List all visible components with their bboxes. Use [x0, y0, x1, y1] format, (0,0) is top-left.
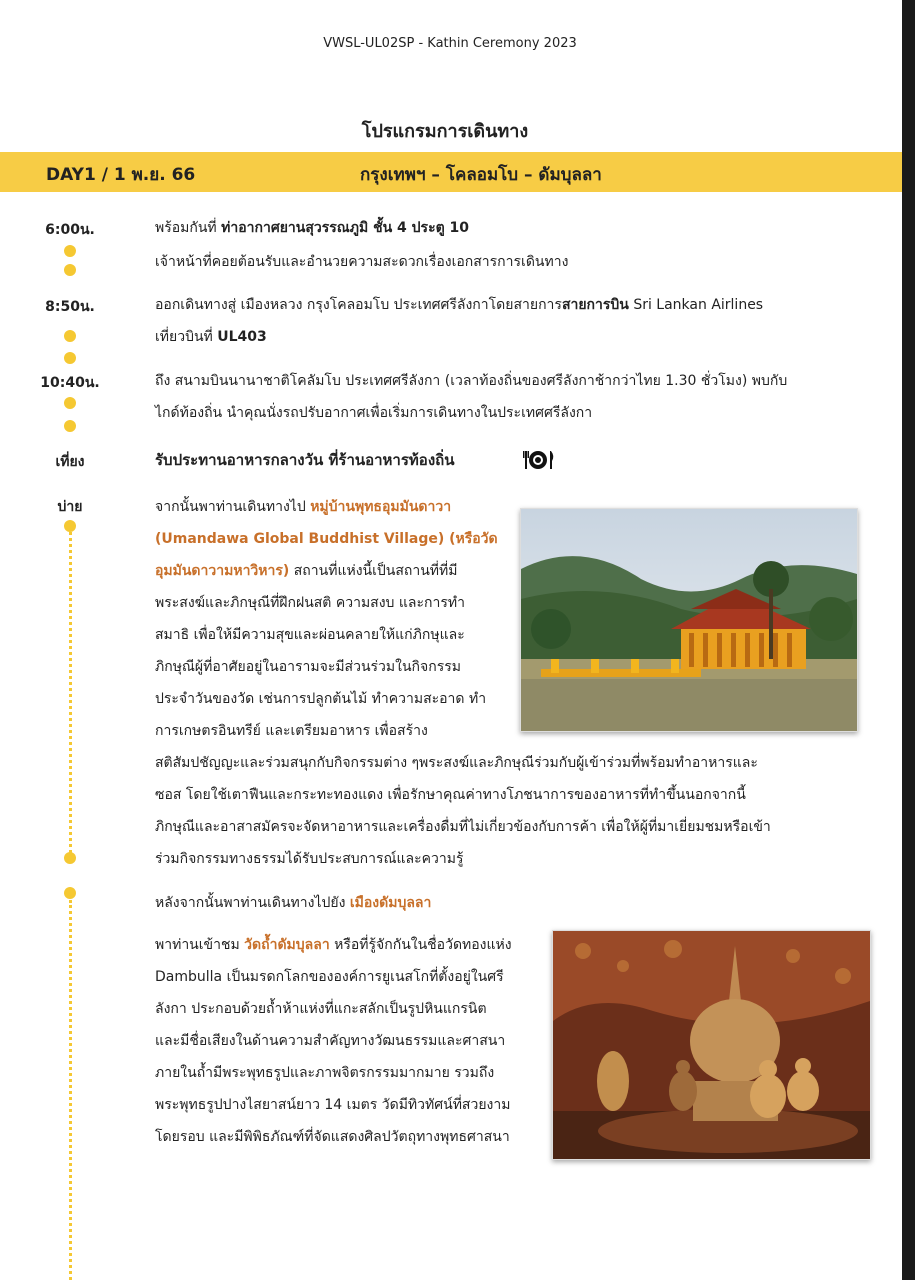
- time-label: 10:40น.: [40, 375, 100, 391]
- timeline-dot: [64, 264, 76, 276]
- text-line: การเกษตรอินทรีย์ และเตรียมอาหาร เพื่อสร้าง: [155, 723, 428, 739]
- temple-photo: [520, 508, 858, 732]
- text-line: ร่วมกิจกรรมทางธรรมได้รับประสบการณ์และความรู้: [155, 851, 464, 867]
- day-label: DAY1 / 1 พ.ย. 66: [46, 165, 196, 185]
- text-line: จากนั้นพาท่านเดินทางไป หมู่บ้านพุทธอุมมันดาวา: [155, 499, 452, 515]
- time-label: 8:50น.: [45, 299, 95, 315]
- text-line: เที่ยวบินที่ UL403: [155, 329, 267, 345]
- program-title: โปรแกรมการเดินทาง: [361, 121, 529, 142]
- text-line: และมีชื่อเสียงในด้านความสำคัญทางวัฒนธรรมและศาสนา: [155, 1033, 506, 1049]
- text-line: ภายในถ้ำมีพระพุทธรูปและภาพจิตรกรรมมากมาย รวมถึง: [155, 1065, 495, 1081]
- text-line: ถึง สนามบินนานาชาติโคลัมโบ ประเทศศรีลังกา (เวลาท้องถิ่นของศรีลังกาช้ากว่าไทย 1.30 ชั่วโมง) พบกับ: [155, 373, 788, 389]
- cave-temple-photo: [552, 930, 871, 1160]
- text-line: ออกเดินทางสู่ เมืองหลวง กรุงโคลอมโบ ประเทศศรีลังกาโดยสายการสายการบิน Sri Lankan Airlines: [155, 297, 764, 313]
- document-header: VWSL-UL02SP - Kathin Ceremony 2023: [323, 36, 577, 51]
- text-line: พระพุทธรูปปางไสยาสน์ยาว 14 เมตร วัดมีทิวทัศน์ที่สวยงาม: [155, 1097, 511, 1113]
- text-line: ซอส โดยใช้เตาฟืนและกระทะทองแดง เพื่อรักษาคุณค่าทางโภชนาการของอาหารที่ทำขึ้นนอกจากนี้: [155, 787, 746, 803]
- text-line: ภิกษุณีผู้ที่อาศัยอยู่ในอารามจะมีส่วนร่วมในกิจกรรม: [155, 659, 461, 675]
- timeline-dot: [64, 420, 76, 432]
- lunch-text: รับประทานอาหารกลางวัน ที่ร้านอาหารท้องถิ่น: [155, 451, 455, 469]
- text-line: สมาธิ เพื่อให้มีความสุขและผ่อนคลายให้แก่ภิกษุและ: [155, 627, 465, 643]
- page-edge: [902, 0, 915, 1280]
- text-line: ประจำวันของวัด เช่นการปลูกต้นไม้ ทำความสะอาด ทำ: [155, 691, 487, 707]
- timeline-dot: [64, 352, 76, 364]
- text-line: หลังจากนั้นพาท่านเดินทางไปยัง เมืองดัมบุลลา: [155, 895, 432, 911]
- text-line: พร้อมกันที่ ท่าอากาศยานสุวรรณภูมิ ชั้น 4 ประตู 10: [155, 220, 470, 236]
- dining-icon: [522, 448, 558, 477]
- time-label: 6:00น.: [45, 222, 95, 238]
- day-route: กรุงเทพฯ – โคลอมโบ – ดัมบุลลา: [360, 165, 602, 185]
- text-line: โดยรอบ และมีพิพิธภัณฑ์ที่จัดแสดงศิลปวัตถุทางพุทธศาสนา: [155, 1129, 510, 1145]
- text-line: สติสัมปชัญญะและร่วมสนุกกับกิจกรรมต่าง ๆพระสงฆ์และภิกษุณีร่วมกับผู้เข้าร่วมที่พร้อมทำอาหารและ: [155, 755, 758, 771]
- timeline-line: [69, 525, 72, 853]
- timeline-dot: [64, 520, 76, 532]
- text-line: ภิกษุณีและอาสาสมัครจะจัดหาอาหารและเครื่องดื่มที่ไม่เกี่ยวข้องกับการค้า เพื่อให้ผู้ที่มาเยี่ยมชมหรือเข้า: [155, 819, 771, 835]
- time-label: เที่ยง: [55, 454, 85, 470]
- time-label: บ่าย: [57, 499, 83, 515]
- timeline-dot: [64, 887, 76, 899]
- timeline-dot: [64, 245, 76, 257]
- text-line: อุมมันดาวามหาวิหาร) สถานที่แห่งนี้เป็นสถานที่ที่มี: [155, 563, 458, 579]
- text-line: Dambulla เป็นมรดกโลกขององค์การยูเนสโกที่ตั้งอยู่ในศรี: [155, 969, 504, 985]
- text-line: พระสงฆ์และภิกษุณีที่ฝึกฝนสติ ความสงบ และการทำ: [155, 595, 465, 611]
- text-line: ลังกา ประกอบด้วยถ้ำห้าแห่งที่แกะสลักเป็นรูปหินแกรนิต: [155, 1001, 487, 1017]
- timeline-dot: [64, 852, 76, 864]
- timeline-dot: [64, 397, 76, 409]
- timeline-line: [69, 900, 72, 1280]
- text-line: พาท่านเข้าชม วัดถ้ำดัมบุลลา หรือที่รู้จักกันในชื่อวัดทองแห่ง: [155, 937, 512, 953]
- text-line: (Umandawa Global Buddhist Village) (หรือวัด: [155, 531, 498, 547]
- timeline-dot: [64, 330, 76, 342]
- text-line: เจ้าหน้าที่คอยต้อนรับและอำนวยความสะดวกเรื่องเอกสารการเดินทาง: [155, 254, 569, 270]
- text-line: ไกด์ท้องถิ่น นำคุณนั่งรถปรับอากาศเพื่อเริ่มการเดินทางในประเทศศรีลังกา: [155, 405, 593, 421]
